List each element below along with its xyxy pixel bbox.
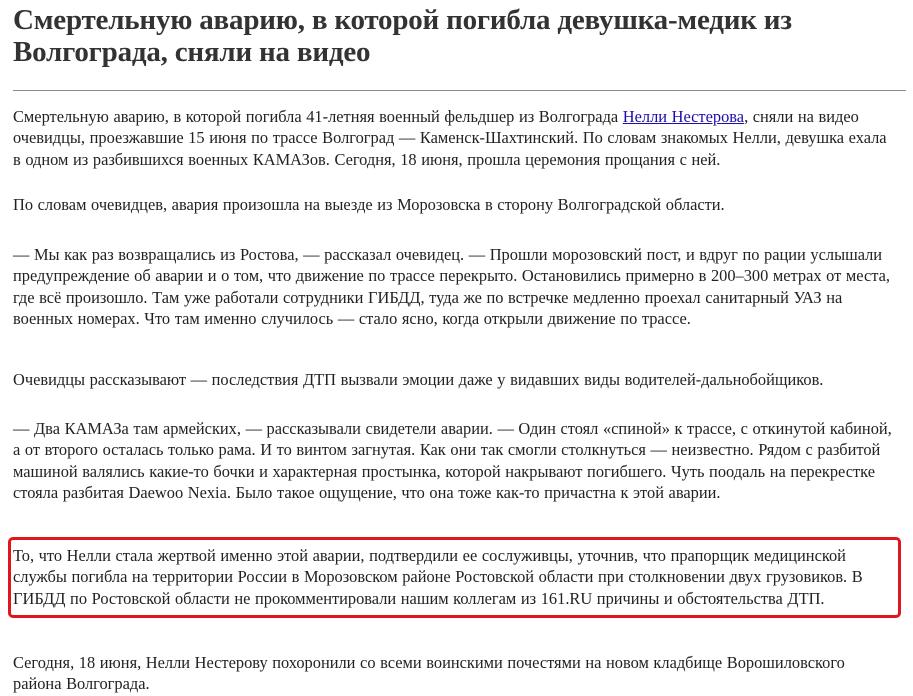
article-paragraph-7: Сегодня, 18 июня, Нелли Нестерову похоронили со всеми воинскими почестями на новом кладбище Ворошиловского района Волгограда. [13, 653, 845, 694]
article-paragraph-4: Очевидцы рассказывают — последствия ДТП вызвали эмоции даже у видавших виды водителей-дальнобойщиков. [13, 370, 824, 389]
headline-divider [13, 90, 906, 91]
article-paragraph-1 [13, 106, 893, 170]
paragraph-1-text-end: , сняли на видео очевидцы, проезжавшие 15 июня по трассе Волгоград — Каменск-Шахтинский. По словам знакомых Нелли, девушка ехала в одном из разбившихся военных КАМАЗов. Сегодня, 18 июня, прошла церемония прощания с ней. [13, 107, 887, 169]
paragraph-1-text-start: Смертельную аварию, в которой погибла 41-летняя военный фельдшер из Волгограда [13, 107, 623, 126]
article-paragraph-3: — Мы как раз возвращались из Ростова, — рассказал очевидец. — Прошли морозовский пост, и вдруг по рации услышали предупреждение об аварии и о том, что движение по трассе перекрыто. Остановились примерно в 200–300 метрах от места, где всё произошло. Там уже работали сотрудники ГИБДД, туда же по встречке медленно проехал санитарный УАЗ на военных номерах. Что там именно случилось — стало ясно, когда открыли движение по трассе. [13, 245, 890, 329]
highlight-annotation-box [8, 537, 901, 618]
article-headline: Смертельную аварию, в которой погибла девушка-медик из Волгограда, сняли на видео [13, 4, 792, 68]
article-paragraph-5: — Два КАМАЗа там армейских, — рассказывали свидетели аварии. — Один стоял «спиной» к трассе, с откинутой кабиной, а от второго осталась только рама. И то винтом загнутая. Как они так смогли столкнуться — неизвестно. Рядом с разбитой машиной валялись какие-то бочки и характерная простынка, которой накрывают погибшего. Чуть поодаль на перекрестке стояла разбитая Daewoo Nexia. Было такое ощущение, что она тоже как-то причастна к этой аварии. [13, 419, 892, 503]
person-link-nelli-nesterova[interactable]: Нелли Нестерова [622, 107, 745, 126]
article-paragraph-6-highlighted: То, что Нелли стала жертвой именно этой аварии, подтвердили ее сослуживцы, уточнив, что прапорщик медицинской службы погибла на территории России в Морозовском районе Ростовской области при столкновении двух грузовиков. В ГИБДД по Ростовской области не прокомментировали нашим коллегам из 161.RU причины и обстоятельства ДТП. [13, 546, 863, 608]
article-paragraph-2: По словам очевидцев, авария произошла на выезде из Морозовска в сторону Волгоградской области. [13, 195, 725, 214]
article [13, 0, 906, 694]
